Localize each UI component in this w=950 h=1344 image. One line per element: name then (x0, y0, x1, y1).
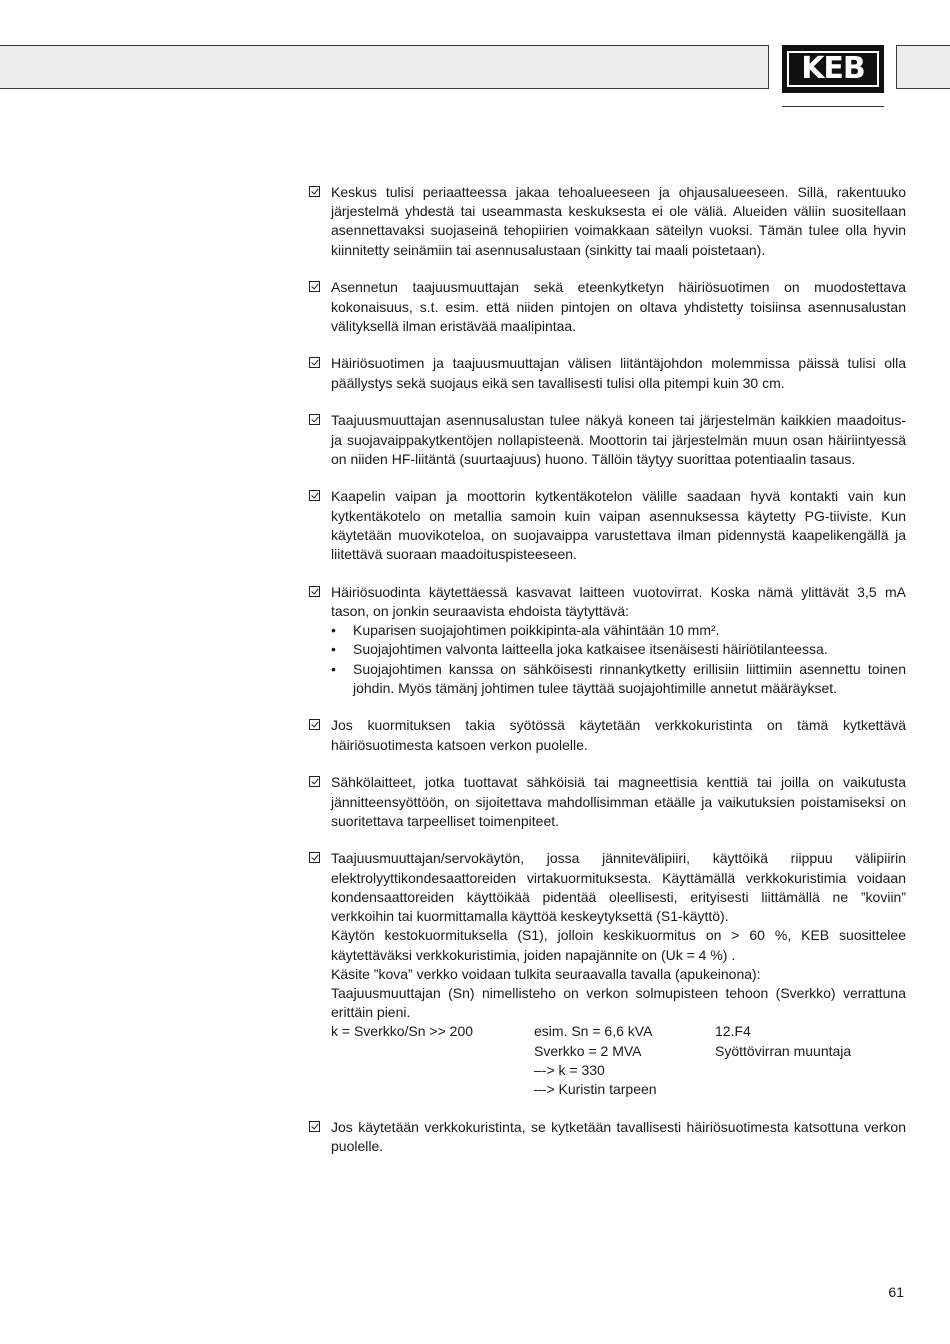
checkbox-checked-icon (309, 490, 320, 501)
table-cell: –-> Kuristin tarpeen (534, 1080, 657, 1097)
ratio-table (331, 1022, 906, 1099)
checklist-item-8 (309, 773, 906, 831)
item-text: Asennetun taajuusmuuttajan sekä eteenkytketyn häiriösuotimen on muodostettava kokonaisuus, s.t. esim. että niiden pintojen on oltava yhdistetty toisiinsa asennusalustan välityksellä ilman eristävää maalipintaa. (331, 279, 906, 334)
list-item-text: Suojajohtimen valvonta laitteella joka katkaisee itsenäisesti häiriötilanteessa. (353, 641, 828, 658)
list-item (331, 640, 906, 659)
header-bar-right (896, 45, 950, 89)
checkbox-checked-icon (309, 586, 320, 597)
logo-underline (782, 106, 884, 107)
item-text: Jos kuormituksen takia syötössä käytetään verkkokuristinta on tämä kytkettävä häiriösuotimesta katsoen verkon puolelle. (331, 717, 906, 753)
checklist-item-7 (309, 716, 906, 754)
list-item-text: Kuparisen suojajohtimen poikkipinta-ala vähintään 10 mm². (353, 622, 720, 639)
checklist-item-2 (309, 278, 906, 336)
list-item-text: Suojajohtimen kanssa on sähköisesti rinnankytketty erillisiin liittimiin asennettu toinen johdin. Myös tämänj johtimen tulee täyttää suojajohtimille annetut määräykset. (353, 660, 906, 696)
page-number: 61 (888, 1284, 904, 1300)
item-text: Häiriösuotimen ja taajuusmuuttajan välisen liitäntäjohdon molemmissa päissä tulisi olla päällystys sekä suojaus eikä sen tavallisesti tulisi olla pitempi kuin 30 cm. (331, 355, 906, 391)
keb-logo-text: KEB (801, 51, 865, 86)
item-text: Kaapelin vaipan ja moottorin kytkentäkotelon välille saadaan hyvä kontakti vain kun kytkentäkotelo on metallia samoin kuin vaipan asennuksessa käytetty PG-tiiviste. Kun käytetään muovikoteloa, on suojavaippa varustettava ilman pidennystä kaapelikengällä ja liitettävä suoraan maadoituspisteeseen. (331, 488, 906, 563)
list-item (331, 660, 906, 698)
bullet-icon: • (331, 622, 336, 639)
item-text-line: Käsite ”kova” verkko voidaan tulkita seuraavalla tavalla (apukeinona): (331, 965, 761, 982)
table-cell (331, 1061, 534, 1080)
item-text: Jos käytetään verkkokuristinta, se kytketään tavallisesti häiriösuotimesta katsottuna verkon puolelle. (331, 1118, 906, 1154)
table-cell (331, 1080, 534, 1099)
checkbox-checked-icon (309, 776, 320, 787)
list-item (331, 621, 906, 640)
bullet-icon: • (331, 641, 336, 658)
item-text-line: Taajuusmuuttajan/servokäytön, jossa jännitevälipiiri, käyttöikä riippuu välipiirin elektrolyyttikondesaattoreiden virtakuormituksesta. Käyttämällä verkkokuristimia voidaan kondensaattoreiden käyttöikää pidentää oleellisesti, erityisesti liittämällä ne ”koviin” verkkoihin tai kuormittamalla käyttöä keskeytyksettä (S1-käyttö). (331, 850, 906, 925)
header-bar (0, 45, 769, 89)
checklist-item-6 (309, 583, 906, 698)
checkbox-checked-icon (309, 719, 320, 730)
checklist-item-4 (309, 411, 906, 469)
table-cell (715, 1061, 906, 1080)
checkbox-checked-icon (309, 357, 320, 368)
checkbox-checked-icon (309, 414, 320, 425)
checkbox-checked-icon (309, 852, 320, 863)
table-cell: esim. Sn = 6,6 kVA (534, 1023, 653, 1040)
item-text: Sähkölaitteet, jotka tuottavat sähköisiä tai magneettisia kenttiä tai joilla on vaikutusta jännitteensyöttöön, on sijoitettava mahdollisimman etäälle ja vaikutuksien poistamiseksi on suoritettava tarpeelliset toimenpiteet. (331, 774, 906, 829)
checklist-item-1 (309, 183, 906, 260)
table-cell: 12.F4 (715, 1023, 751, 1040)
checkbox-checked-icon (309, 281, 320, 292)
item-text-line: Käytön kestokuormituksella (S1), jolloin keskikuormitus on > 60 %, KEB suosittelee käytettäväksi verkkokuristimia, joiden napajännite on (Uk = 4 %) . (331, 927, 906, 963)
checkbox-checked-icon (309, 1121, 320, 1132)
item-text-line: Taajuusmuuttajan (Sn) nimellisteho on verkon solmupisteen tehoon (Sverkko) verrattuna erittäin pieni. (331, 984, 906, 1021)
condition-list (331, 621, 906, 698)
table-cell: k = Sverkko/Sn >> 200 (331, 1023, 474, 1040)
checkbox-checked-icon (309, 186, 320, 197)
table-cell (331, 1042, 534, 1061)
table-cell: Syöttövirran muuntaja (715, 1042, 852, 1059)
checklist-item-5 (309, 487, 906, 564)
checklist-item-3 (309, 354, 906, 392)
item-text: Häiriösuodinta käytettäessä kasvavat laitteen vuotovirrat. Koska nämä ylittävät 3,5 mA tason, on jonkin seuraavista ehdoista täytyttävä: (331, 583, 906, 619)
document-body (309, 183, 906, 1175)
table-cell (715, 1080, 906, 1099)
table-cell: –-> k = 330 (534, 1061, 605, 1078)
bullet-icon: • (331, 660, 336, 677)
item-text: Taajuusmuuttajan asennusalustan tulee näkyä koneen tai järjestelmän kaikkien maadoitus- ja suojavaippakytkentöjen nollapisteenä. Moottorin tai järjestelmän muun osan häiriintyessä on niiden HF-liitäntä (suurtaajuus) huono. Tällöin täytyy suorittaa potentiaalin tasaus. (331, 412, 906, 467)
keb-logo (782, 45, 884, 93)
table-cell: Sverkko = 2 MVA (534, 1042, 642, 1059)
keb-logo-frame (787, 51, 879, 87)
checklist-item-10 (309, 1118, 906, 1156)
item-text: Keskus tulisi periaatteessa jakaa tehoalueeseen ja ohjausalueeseen. Sillä, rakentuuko järjestelmä yhdestä tai useammasta keskuksesta ei ole väliä. Alueiden väliin suositellaan asennettavaksi suojaseinä tehopiirien voimakkaan säteilyn vuoksi. Tämän tulee olla hyvin kiinnitetty seinämiin tai asennusalustaan (sinkitty tai maali poistetaan). (331, 184, 906, 258)
checklist-item-9 (309, 849, 906, 1099)
